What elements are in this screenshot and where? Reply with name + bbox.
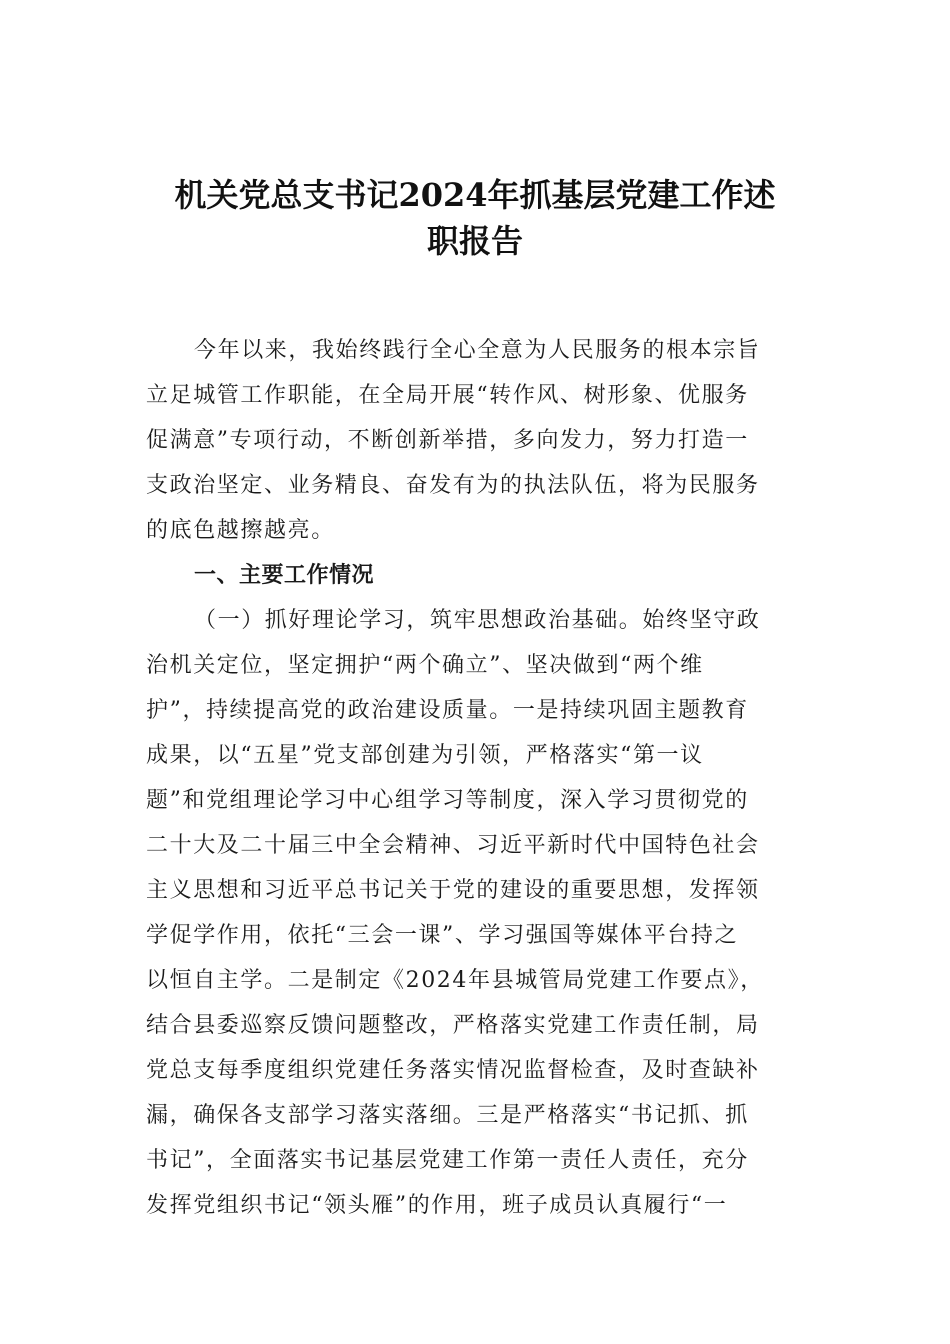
paragraph-line: 发挥党组织书记“领头雁”的作用，班子成员认真履行“一 <box>146 1193 728 1218</box>
paragraph-line: 成果，以“五星”党支部创建为引领，严格落实“第一议 <box>146 743 704 768</box>
paragraph-line: 的底色越擦越亮。 <box>146 518 335 543</box>
title-line-1: 机关党总支书记2024年抓基层党建工作述 <box>174 176 776 214</box>
paragraph-line: 促满意”专项行动，不断创新举措，多向发力，努力打造一 <box>146 428 749 453</box>
paragraph-line: 护”，持续提高党的政治建设质量。一是持续巩固主题教育 <box>146 698 749 723</box>
paragraph-line: 党总支每季度组织党建任务落实情况监督检查，及时查缺补 <box>146 1058 760 1083</box>
paragraph-line: 支政治坚定、业务精良、奋发有为的执法队伍，将为民服务 <box>146 473 760 498</box>
paragraph-line: 以恒自主学。二是制定《2024年县城管局党建工作要点》， <box>146 968 764 993</box>
paragraph-line: 主义思想和习近平总书记关于党的建设的重要思想，发挥领 <box>146 878 760 903</box>
section-heading: 一、主要工作情况 <box>194 563 375 588</box>
document-body <box>146 328 806 1228</box>
title-line-2: 职报告 <box>426 222 523 260</box>
paragraph-line: （一）抓好理论学习，筑牢思想政治基础。始终坚守政 <box>194 608 761 633</box>
paragraph-line: 书记”，全面落实书记基层党建工作第一责任人责任，充分 <box>146 1148 749 1173</box>
paragraph-line: 结合县委巡察反馈问题整改，严格落实党建工作责任制，局 <box>146 1013 760 1038</box>
paragraph-line: 题”和党组理论学习中心组学习等制度，深入学习贯彻党的 <box>146 788 749 813</box>
paragraph-line: 漏，确保各支部学习落实落细。三是严格落实“书记抓、抓 <box>146 1103 749 1128</box>
paragraph-line: 今年以来，我始终践行全心全意为人民服务的根本宗旨 <box>194 338 761 363</box>
document-title <box>130 172 820 264</box>
paragraph-line: 治机关定位，坚定拥护“两个确立”、坚决做到“两个维 <box>146 653 704 678</box>
paragraph-line: 立足城管工作职能，在全局开展“转作风、树形象、优服务 <box>146 383 749 408</box>
paragraph-line: 二十大及二十届三中全会精神、习近平新时代中国特色社会 <box>146 833 760 858</box>
paragraph-line: 学促学作用，依托“三会一课”、学习强国等媒体平台持之 <box>146 923 739 948</box>
